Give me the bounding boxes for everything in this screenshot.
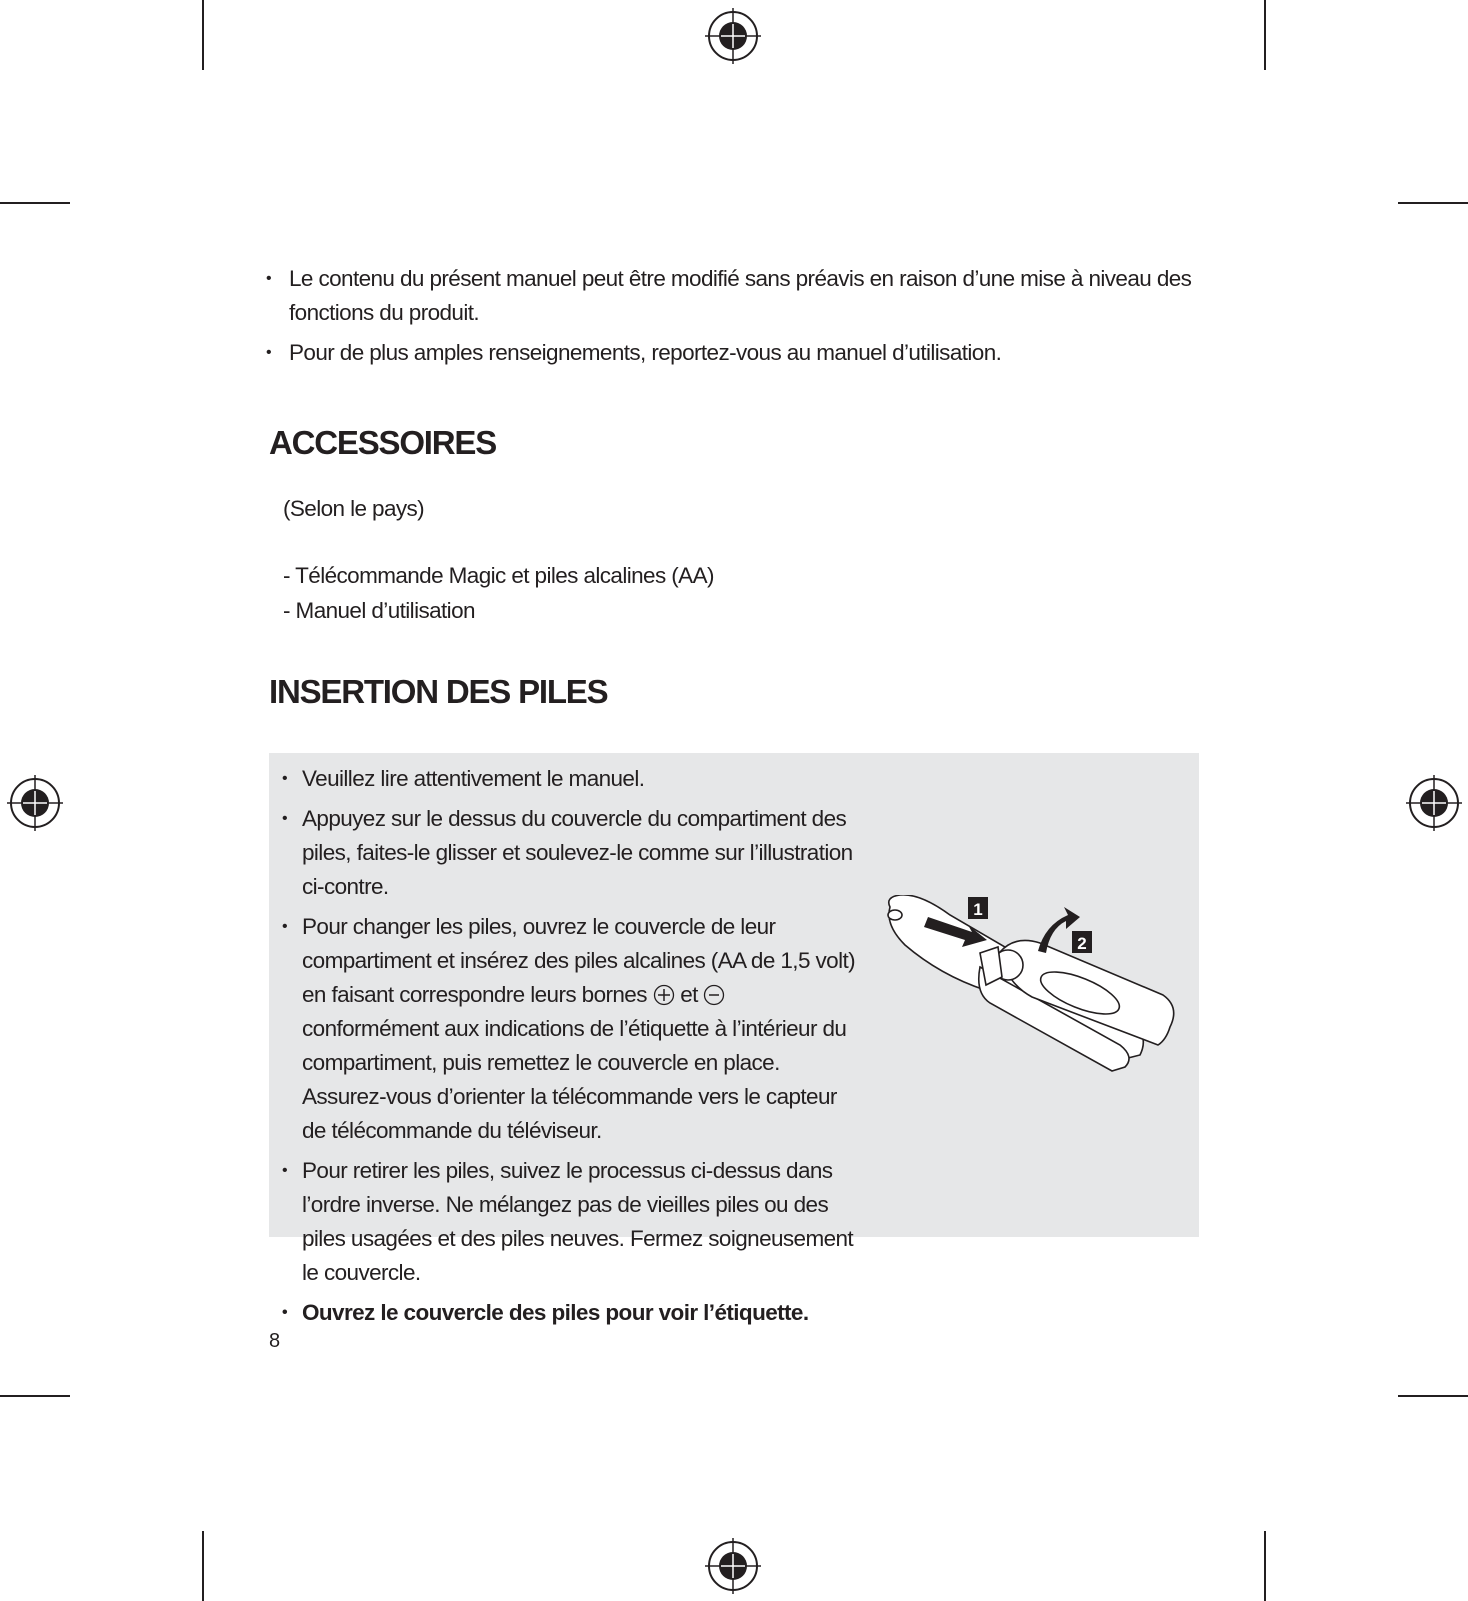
instruction-item: • Veuillez lire attentivement le manuel.: [282, 762, 862, 796]
crop-mark: [202, 1531, 204, 1601]
instruction-item: [282, 910, 862, 1148]
intro-bullet: • Pour de plus amples renseignements, reportez-vous au manuel d’utilisation.: [266, 336, 1196, 370]
instruction-text: conformément aux indications de l’étiquette à l’intérieur du compartiment, puis remettez le couvercle en place. Assurez-vous d’orienter la télécommande vers le capteur de télécommande du téléviseur.: [302, 1016, 847, 1143]
registration-mark-icon: [5, 773, 65, 833]
registration-mark-icon: [1404, 773, 1464, 833]
remote-battery-illustration: [880, 895, 1200, 1095]
step-2-label: 2: [1077, 934, 1087, 953]
plus-terminal-icon: [653, 984, 675, 1006]
step-1-label: 1: [973, 900, 983, 919]
intro-list: [266, 262, 1196, 376]
registration-mark-icon: [703, 1536, 763, 1596]
minus-terminal-icon: [703, 984, 725, 1006]
crop-mark: [1398, 1395, 1468, 1397]
instruction-item: • Pour retirer les piles, suivez le processus ci-dessus dans l’ordre inverse. Ne mélangez pas de vieilles piles ou des piles usagées et des piles neuves. Fermez soigneusement le couvercle.: [282, 1154, 862, 1290]
crop-mark: [1264, 0, 1266, 70]
crop-mark: [1264, 1531, 1266, 1601]
accessories-note: (Selon le pays): [283, 496, 425, 521]
instructions-list: [282, 762, 862, 1336]
accessory-item: - Manuel d’utilisation: [283, 593, 714, 628]
instruction-item: • Appuyez sur le dessus du couvercle du compartiment des piles, faites-le glisser et soulevez-le comme sur l’illustration ci-contre.: [282, 802, 862, 904]
crop-mark: [0, 1395, 70, 1397]
instruction-text: Pour changer les piles, ouvrez le couvercle de leur compartiment et insérez des piles alcalines (AA de 1,5 volt) en faisant correspondre leurs bornes: [302, 914, 856, 1007]
crop-mark: [202, 0, 204, 70]
accessories-list: [283, 558, 714, 628]
intro-bullet: • Le contenu du présent manuel peut être modifié sans préavis en raison d’une mise à niveau des fonctions du produit.: [266, 262, 1196, 330]
crop-mark: [1398, 202, 1468, 204]
batteries-heading: INSERTION DES PILES: [269, 673, 608, 710]
accessories-heading: ACCESSOIRES: [269, 424, 497, 461]
registration-mark-icon: [703, 6, 763, 66]
instruction-item-bold: • Ouvrez le couvercle des piles pour voir l’étiquette.: [282, 1296, 862, 1330]
page-number: 8: [269, 1330, 281, 1352]
instruction-text: et: [680, 982, 698, 1007]
crop-mark: [0, 202, 70, 204]
accessory-item: - Télécommande Magic et piles alcalines (AA): [283, 558, 714, 593]
